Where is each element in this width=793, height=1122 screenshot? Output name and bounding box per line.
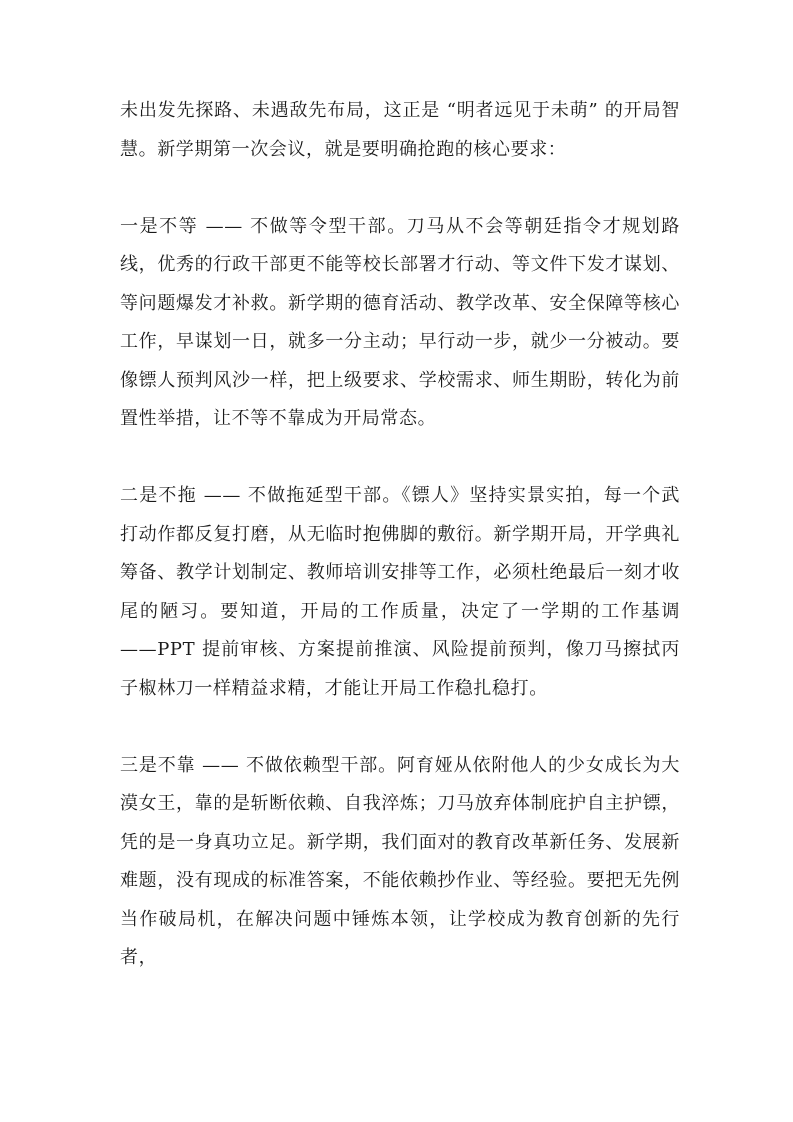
- document-body: [120, 92, 680, 978]
- paragraph-point-two: 二是不拖 —— 不做拖延型干部。《镖人》坚持实景实拍，每一个武打动作都反复打磨，从无临时抱佛脚的敷衍。新学期开局，开学典礼筹备、教学计划制定、教师培训安排等工作，必须杜绝最后一刻才收尾的陋习。要知道，开局的工作质量，决定了一学期的工作基调 ——PPT 提前审核、方案提前推演、风险提前预判，像刀马擦拭丙子椒林刀一样精益求精，才能让开局工作稳扎稳打。: [120, 485, 680, 699]
- paragraph-point-three: 三是不靠 —— 不做依赖型干部。阿育娅从依附他人的少女成长为大漠女王，靠的是斩断依赖、自我淬炼；刀马放弃体制庇护自主护镖，凭的是一身真功立足。新学期，我们面对的教育改革新任务、发展新难题，没有现成的标准答案，不能依赖抄作业、等经验。要把无先例当作破局机，在解决问题中锤炼本领，让学校成为教育创新的先行者，: [120, 754, 680, 968]
- paragraph-point-one: 一是不等 —— 不做等令型干部。刀马从不会等朝廷指令才规划路线，优秀的行政干部更不能等校长部署才行动、等文件下发才谋划、等问题爆发才补救。新学期的德育活动、教学改革、安全保障等核心工作，早谋划一日，就多一分主动；早行动一步，就少一分被动。要像镖人预判风沙一样，把上级要求、学校需求、师生期盼，转化为前置性举措，让不等不靠成为开局常态。: [120, 215, 680, 429]
- paragraph-intro: 未出发先探路、未遇敌先布局，这正是 “明者远见于未萌” 的开局智慧。新学期第一次会议，就是要明确抢跑的核心要求：: [120, 100, 680, 160]
